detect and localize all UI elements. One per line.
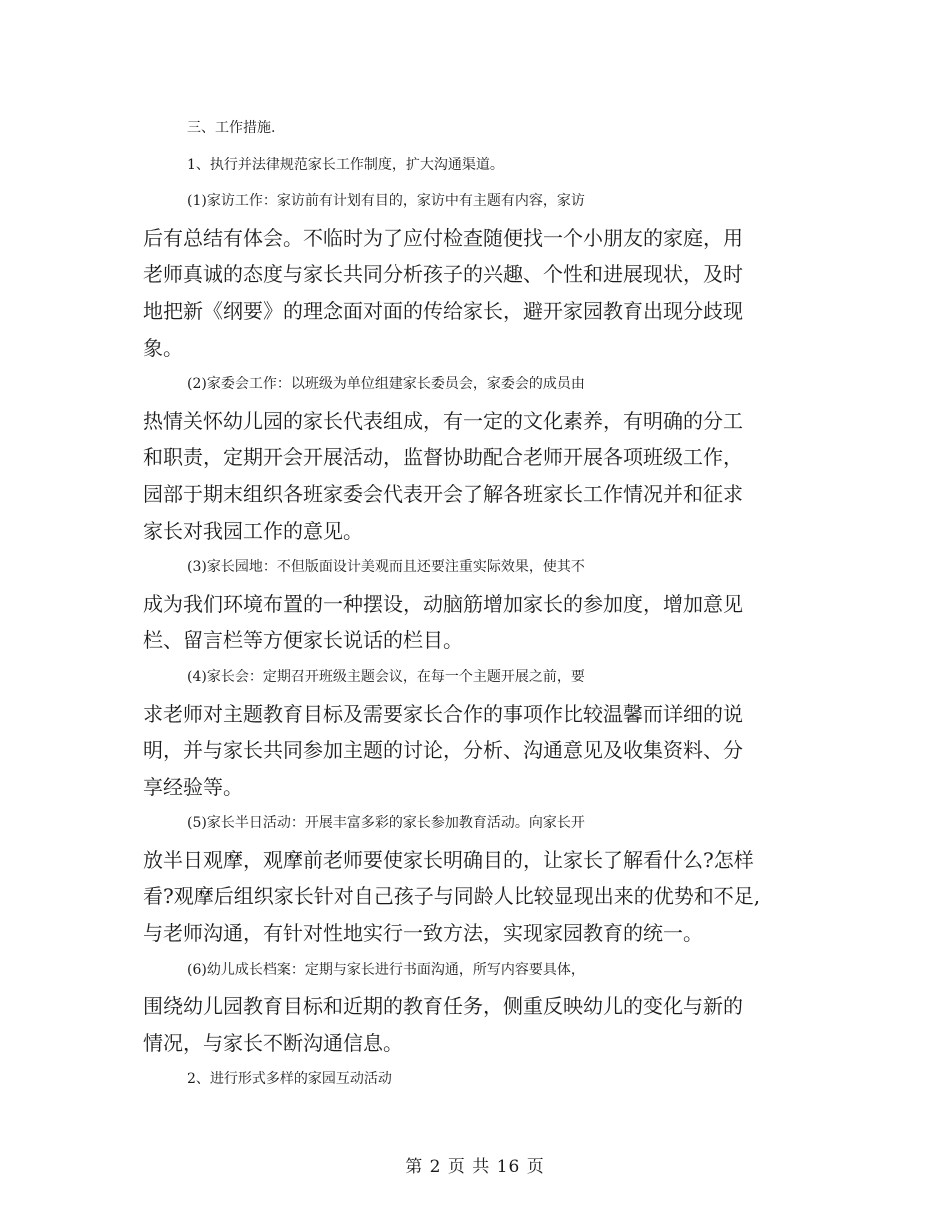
text-line: (6)幼儿成长档案：定期与家长进行书面沟通，所写内容要具体，: [187, 961, 585, 978]
text-line: (1)家访工作：家访前有计划有目的，家访中有主题有内容，家访: [187, 193, 585, 210]
text-line: 后有总结有体会。不临时为了应付检查随便找一个小朋友的家庭，用: [143, 225, 743, 250]
text-line: (2)家委会工作：以班级为单位组建家长委员会，家委会的成员由: [187, 376, 585, 393]
text-line: 围绕幼儿园教育目标和近期的教育任务，侧重反映幼儿的变化与新的: [143, 994, 743, 1019]
text-line: 享经验等。: [143, 774, 243, 799]
text-line: 热情关怀幼儿园的家长代表组成，有一定的文化素养，有明确的分工: [143, 408, 743, 433]
text-line: 情况，与家长不断沟通信息。: [143, 1030, 403, 1055]
text-line: 成为我们环境布置的一种摆设，动脑筋增加家长的参加度，增加意见: [143, 591, 743, 616]
page-footer: 第 2 页 共 16 页: [405, 1157, 545, 1177]
document-body: [143, 110, 813, 1098]
text-line: 三、工作措施.: [187, 120, 276, 136]
text-line: 地把新《纲要》的理念面对面的传给家长，避开家园教育出现分歧现: [143, 298, 743, 323]
text-line: 与老师沟通，有针对性地实行一致方法，实现家园教育的统一。: [143, 921, 703, 946]
text-line: (5)家长半日活动：开展丰富多彩的家长参加教育活动。向家长开: [187, 815, 585, 832]
text-line: 栏、留言栏等方便家长说话的栏目。: [143, 628, 463, 653]
text-line: 家长对我园工作的意见。: [143, 518, 363, 543]
text-line: 1、执行并法律规范家长工作制度，扩大沟通渠道。: [187, 156, 504, 173]
text-line: 和职责，定期开会开展活动，监督协助配合老师开展各项班级工作，: [143, 445, 743, 470]
text-line: 求老师对主题教育目标及需要家长合作的事项作比较温馨而详细的说: [143, 701, 743, 726]
text-line: 园部于期末组织各班家委会代表开会了解各班家长工作情况并和征求: [143, 481, 743, 506]
text-line: 2、进行形式多样的家园互动活动: [187, 1071, 392, 1088]
text-line: 象。: [143, 335, 183, 360]
text-line: (4)家长会：定期召开班级主题会议，在每一个主题开展之前，要: [187, 668, 585, 685]
text-line: (3)家长园地：不但版面设计美观而且还要注重实际效果，使其不: [187, 559, 585, 576]
text-line: 老师真诚的态度与家长共同分析孩子的兴趣、个性和进展现状，及时: [143, 262, 743, 287]
text-line: 明，并与家长共同参加主题的讨论，分析、沟通意见及收集资料、分: [143, 738, 743, 763]
text-line: 看?观摩后组织家长针对自己孩子与同龄人比较显现出来的优势和不足,: [143, 884, 761, 909]
text-line: 放半日观摩，观摩前老师要使家长明确目的，让家长了解看什么?怎样: [143, 847, 754, 872]
